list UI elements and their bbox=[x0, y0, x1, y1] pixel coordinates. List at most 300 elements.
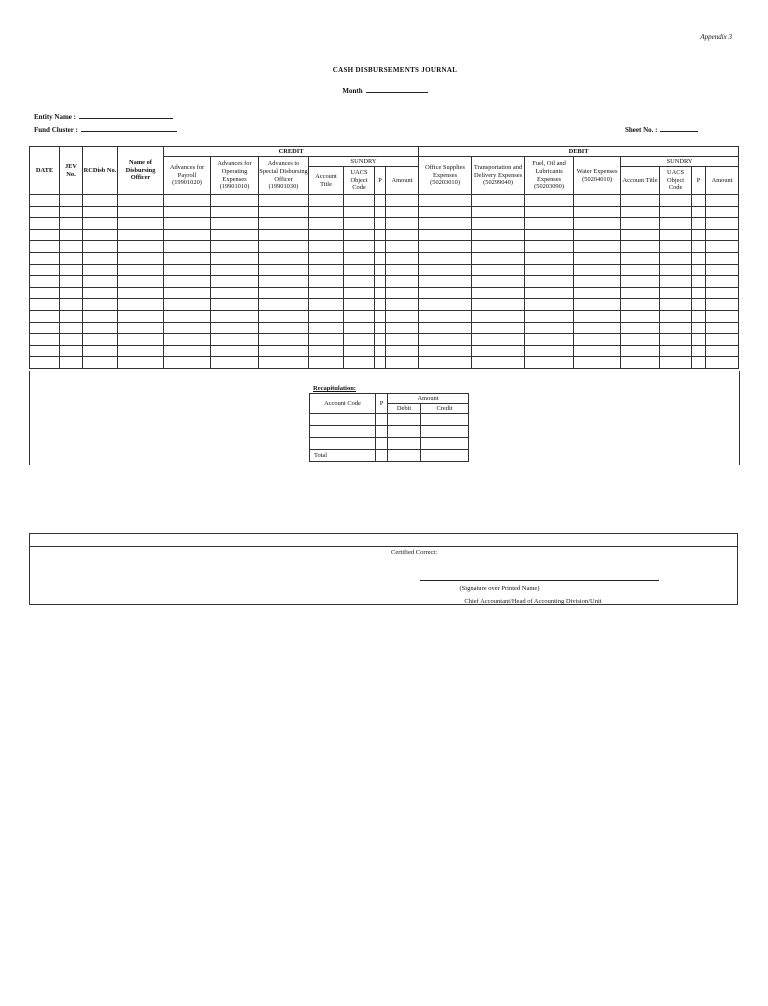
journal-cell[interactable] bbox=[118, 241, 164, 253]
journal-cell[interactable] bbox=[344, 334, 375, 346]
journal-cell[interactable] bbox=[60, 322, 83, 334]
journal-cell[interactable] bbox=[118, 206, 164, 218]
journal-cell[interactable] bbox=[118, 334, 164, 346]
journal-cell[interactable] bbox=[574, 276, 621, 288]
journal-cell[interactable] bbox=[83, 357, 118, 369]
journal-cell[interactable] bbox=[472, 229, 525, 241]
journal-cell[interactable] bbox=[60, 264, 83, 276]
journal-cell[interactable] bbox=[60, 357, 83, 369]
journal-cell[interactable] bbox=[60, 276, 83, 288]
journal-cell[interactable] bbox=[621, 229, 660, 241]
journal-cell[interactable] bbox=[344, 322, 375, 334]
journal-cell[interactable] bbox=[118, 195, 164, 207]
journal-cell[interactable] bbox=[706, 229, 739, 241]
journal-cell[interactable] bbox=[386, 276, 419, 288]
journal-cell[interactable] bbox=[574, 264, 621, 276]
journal-cell[interactable] bbox=[525, 322, 574, 334]
journal-cell[interactable] bbox=[525, 345, 574, 357]
journal-cell[interactable] bbox=[211, 206, 259, 218]
journal-cell[interactable] bbox=[419, 229, 472, 241]
recap-cell[interactable] bbox=[376, 450, 388, 462]
journal-cell[interactable] bbox=[419, 241, 472, 253]
journal-cell[interactable] bbox=[259, 276, 309, 288]
journal-cell[interactable] bbox=[309, 195, 344, 207]
journal-cell[interactable] bbox=[472, 276, 525, 288]
journal-cell[interactable] bbox=[375, 299, 386, 311]
journal-cell[interactable] bbox=[375, 252, 386, 264]
journal-cell[interactable] bbox=[692, 241, 706, 253]
month-input-line[interactable] bbox=[366, 85, 428, 93]
journal-cell[interactable] bbox=[525, 264, 574, 276]
journal-cell[interactable] bbox=[211, 264, 259, 276]
journal-cell[interactable] bbox=[574, 218, 621, 230]
journal-cell[interactable] bbox=[574, 287, 621, 299]
journal-cell[interactable] bbox=[621, 287, 660, 299]
journal-cell[interactable] bbox=[259, 218, 309, 230]
journal-cell[interactable] bbox=[375, 357, 386, 369]
journal-cell[interactable] bbox=[60, 229, 83, 241]
journal-cell[interactable] bbox=[259, 357, 309, 369]
journal-cell[interactable] bbox=[164, 345, 211, 357]
journal-cell[interactable] bbox=[83, 334, 118, 346]
journal-cell[interactable] bbox=[211, 310, 259, 322]
journal-cell[interactable] bbox=[309, 357, 344, 369]
journal-cell[interactable] bbox=[118, 310, 164, 322]
journal-cell[interactable] bbox=[30, 322, 60, 334]
journal-cell[interactable] bbox=[706, 345, 739, 357]
journal-cell[interactable] bbox=[706, 241, 739, 253]
journal-cell[interactable] bbox=[375, 264, 386, 276]
journal-cell[interactable] bbox=[83, 345, 118, 357]
sheet-no-input-line[interactable] bbox=[660, 124, 698, 132]
journal-cell[interactable] bbox=[419, 276, 472, 288]
journal-cell[interactable] bbox=[574, 322, 621, 334]
journal-cell[interactable] bbox=[259, 229, 309, 241]
journal-cell[interactable] bbox=[309, 345, 344, 357]
journal-cell[interactable] bbox=[344, 345, 375, 357]
journal-cell[interactable] bbox=[164, 252, 211, 264]
journal-cell[interactable] bbox=[118, 229, 164, 241]
journal-cell[interactable] bbox=[164, 357, 211, 369]
journal-cell[interactable] bbox=[386, 334, 419, 346]
journal-cell[interactable] bbox=[375, 334, 386, 346]
journal-cell[interactable] bbox=[259, 299, 309, 311]
journal-cell[interactable] bbox=[259, 287, 309, 299]
journal-cell[interactable] bbox=[211, 322, 259, 334]
journal-cell[interactable] bbox=[211, 299, 259, 311]
journal-cell[interactable] bbox=[309, 206, 344, 218]
journal-cell[interactable] bbox=[574, 299, 621, 311]
recap-cell[interactable] bbox=[421, 414, 469, 426]
journal-cell[interactable] bbox=[386, 241, 419, 253]
journal-cell[interactable] bbox=[525, 299, 574, 311]
journal-cell[interactable] bbox=[706, 218, 739, 230]
journal-cell[interactable] bbox=[375, 287, 386, 299]
journal-cell[interactable] bbox=[60, 206, 83, 218]
journal-cell[interactable] bbox=[344, 299, 375, 311]
journal-cell[interactable] bbox=[525, 195, 574, 207]
journal-cell[interactable] bbox=[83, 264, 118, 276]
journal-cell[interactable] bbox=[472, 241, 525, 253]
journal-cell[interactable] bbox=[574, 357, 621, 369]
journal-cell[interactable] bbox=[344, 218, 375, 230]
journal-cell[interactable] bbox=[211, 357, 259, 369]
recap-total-debit[interactable] bbox=[388, 450, 421, 462]
journal-cell[interactable] bbox=[472, 334, 525, 346]
journal-cell[interactable] bbox=[30, 229, 60, 241]
journal-cell[interactable] bbox=[164, 334, 211, 346]
journal-cell[interactable] bbox=[692, 276, 706, 288]
journal-cell[interactable] bbox=[375, 195, 386, 207]
journal-cell[interactable] bbox=[164, 310, 211, 322]
journal-cell[interactable] bbox=[164, 276, 211, 288]
journal-cell[interactable] bbox=[30, 357, 60, 369]
journal-cell[interactable] bbox=[419, 357, 472, 369]
journal-cell[interactable] bbox=[574, 252, 621, 264]
journal-cell[interactable] bbox=[83, 206, 118, 218]
journal-cell[interactable] bbox=[386, 206, 419, 218]
journal-cell[interactable] bbox=[472, 345, 525, 357]
journal-cell[interactable] bbox=[309, 252, 344, 264]
journal-cell[interactable] bbox=[309, 287, 344, 299]
journal-cell[interactable] bbox=[660, 264, 692, 276]
journal-cell[interactable] bbox=[706, 357, 739, 369]
fund-cluster-input-line[interactable] bbox=[81, 124, 177, 132]
journal-cell[interactable] bbox=[344, 252, 375, 264]
journal-cell[interactable] bbox=[83, 229, 118, 241]
journal-cell[interactable] bbox=[60, 345, 83, 357]
journal-cell[interactable] bbox=[525, 287, 574, 299]
journal-cell[interactable] bbox=[259, 241, 309, 253]
journal-cell[interactable] bbox=[60, 334, 83, 346]
journal-cell[interactable] bbox=[164, 218, 211, 230]
journal-cell[interactable] bbox=[660, 276, 692, 288]
journal-cell[interactable] bbox=[60, 218, 83, 230]
journal-cell[interactable] bbox=[472, 287, 525, 299]
journal-cell[interactable] bbox=[375, 345, 386, 357]
journal-cell[interactable] bbox=[692, 229, 706, 241]
journal-cell[interactable] bbox=[386, 229, 419, 241]
journal-cell[interactable] bbox=[419, 206, 472, 218]
journal-cell[interactable] bbox=[344, 195, 375, 207]
journal-cell[interactable] bbox=[706, 252, 739, 264]
journal-cell[interactable] bbox=[525, 229, 574, 241]
journal-cell[interactable] bbox=[660, 195, 692, 207]
journal-cell[interactable] bbox=[706, 334, 739, 346]
journal-cell[interactable] bbox=[692, 357, 706, 369]
recap-cell[interactable] bbox=[388, 438, 421, 450]
journal-cell[interactable] bbox=[30, 345, 60, 357]
recap-total-credit[interactable] bbox=[421, 450, 469, 462]
journal-cell[interactable] bbox=[309, 218, 344, 230]
journal-cell[interactable] bbox=[211, 334, 259, 346]
journal-cell[interactable] bbox=[525, 252, 574, 264]
journal-cell[interactable] bbox=[706, 322, 739, 334]
journal-cell[interactable] bbox=[419, 252, 472, 264]
journal-cell[interactable] bbox=[472, 195, 525, 207]
journal-cell[interactable] bbox=[375, 218, 386, 230]
journal-cell[interactable] bbox=[83, 241, 118, 253]
journal-cell[interactable] bbox=[344, 264, 375, 276]
journal-cell[interactable] bbox=[375, 241, 386, 253]
journal-cell[interactable] bbox=[706, 206, 739, 218]
recap-cell[interactable] bbox=[376, 414, 388, 426]
journal-cell[interactable] bbox=[419, 218, 472, 230]
journal-cell[interactable] bbox=[259, 310, 309, 322]
journal-cell[interactable] bbox=[472, 206, 525, 218]
journal-cell[interactable] bbox=[30, 264, 60, 276]
journal-cell[interactable] bbox=[706, 287, 739, 299]
journal-cell[interactable] bbox=[118, 299, 164, 311]
journal-cell[interactable] bbox=[692, 345, 706, 357]
journal-cell[interactable] bbox=[525, 276, 574, 288]
journal-cell[interactable] bbox=[83, 218, 118, 230]
recap-cell[interactable] bbox=[310, 426, 376, 438]
journal-cell[interactable] bbox=[660, 299, 692, 311]
journal-cell[interactable] bbox=[118, 264, 164, 276]
journal-cell[interactable] bbox=[660, 241, 692, 253]
journal-cell[interactable] bbox=[30, 195, 60, 207]
journal-cell[interactable] bbox=[574, 206, 621, 218]
journal-cell[interactable] bbox=[259, 206, 309, 218]
journal-cell[interactable] bbox=[621, 218, 660, 230]
journal-cell[interactable] bbox=[660, 345, 692, 357]
journal-cell[interactable] bbox=[472, 357, 525, 369]
journal-cell[interactable] bbox=[118, 276, 164, 288]
journal-cell[interactable] bbox=[472, 310, 525, 322]
journal-cell[interactable] bbox=[660, 287, 692, 299]
journal-cell[interactable] bbox=[660, 357, 692, 369]
journal-cell[interactable] bbox=[692, 195, 706, 207]
journal-cell[interactable] bbox=[692, 264, 706, 276]
journal-cell[interactable] bbox=[472, 322, 525, 334]
journal-cell[interactable] bbox=[60, 287, 83, 299]
journal-cell[interactable] bbox=[83, 287, 118, 299]
journal-cell[interactable] bbox=[344, 287, 375, 299]
journal-cell[interactable] bbox=[60, 195, 83, 207]
journal-cell[interactable] bbox=[706, 264, 739, 276]
journal-cell[interactable] bbox=[211, 229, 259, 241]
journal-cell[interactable] bbox=[344, 357, 375, 369]
signature-line[interactable] bbox=[420, 580, 659, 581]
journal-cell[interactable] bbox=[574, 334, 621, 346]
journal-cell[interactable] bbox=[83, 252, 118, 264]
journal-cell[interactable] bbox=[525, 218, 574, 230]
journal-cell[interactable] bbox=[375, 322, 386, 334]
journal-cell[interactable] bbox=[60, 310, 83, 322]
journal-cell[interactable] bbox=[692, 299, 706, 311]
journal-cell[interactable] bbox=[419, 322, 472, 334]
recap-cell[interactable] bbox=[310, 438, 376, 450]
journal-cell[interactable] bbox=[259, 345, 309, 357]
journal-cell[interactable] bbox=[706, 276, 739, 288]
journal-cell[interactable] bbox=[472, 264, 525, 276]
journal-cell[interactable] bbox=[118, 357, 164, 369]
journal-cell[interactable] bbox=[660, 252, 692, 264]
journal-cell[interactable] bbox=[692, 322, 706, 334]
journal-cell[interactable] bbox=[309, 241, 344, 253]
journal-cell[interactable] bbox=[419, 310, 472, 322]
recap-cell[interactable] bbox=[421, 426, 469, 438]
journal-cell[interactable] bbox=[660, 206, 692, 218]
journal-cell[interactable] bbox=[574, 310, 621, 322]
journal-cell[interactable] bbox=[574, 229, 621, 241]
journal-cell[interactable] bbox=[164, 322, 211, 334]
journal-cell[interactable] bbox=[118, 218, 164, 230]
journal-cell[interactable] bbox=[259, 252, 309, 264]
journal-cell[interactable] bbox=[259, 322, 309, 334]
journal-cell[interactable] bbox=[621, 252, 660, 264]
journal-cell[interactable] bbox=[309, 310, 344, 322]
journal-cell[interactable] bbox=[60, 299, 83, 311]
journal-cell[interactable] bbox=[419, 345, 472, 357]
journal-cell[interactable] bbox=[375, 276, 386, 288]
journal-cell[interactable] bbox=[164, 195, 211, 207]
journal-cell[interactable] bbox=[621, 299, 660, 311]
journal-cell[interactable] bbox=[472, 299, 525, 311]
journal-cell[interactable] bbox=[386, 287, 419, 299]
journal-cell[interactable] bbox=[525, 310, 574, 322]
journal-cell[interactable] bbox=[525, 241, 574, 253]
journal-cell[interactable] bbox=[621, 322, 660, 334]
journal-cell[interactable] bbox=[211, 195, 259, 207]
journal-cell[interactable] bbox=[660, 229, 692, 241]
journal-cell[interactable] bbox=[211, 287, 259, 299]
journal-cell[interactable] bbox=[344, 229, 375, 241]
journal-cell[interactable] bbox=[621, 345, 660, 357]
journal-cell[interactable] bbox=[309, 264, 344, 276]
journal-cell[interactable] bbox=[30, 299, 60, 311]
journal-cell[interactable] bbox=[118, 287, 164, 299]
journal-cell[interactable] bbox=[621, 241, 660, 253]
journal-cell[interactable] bbox=[164, 287, 211, 299]
journal-cell[interactable] bbox=[692, 218, 706, 230]
journal-cell[interactable] bbox=[30, 241, 60, 253]
journal-cell[interactable] bbox=[30, 334, 60, 346]
journal-cell[interactable] bbox=[525, 206, 574, 218]
journal-cell[interactable] bbox=[164, 264, 211, 276]
journal-cell[interactable] bbox=[574, 345, 621, 357]
recap-cell[interactable] bbox=[310, 414, 376, 426]
journal-cell[interactable] bbox=[164, 229, 211, 241]
journal-cell[interactable] bbox=[621, 334, 660, 346]
journal-cell[interactable] bbox=[660, 334, 692, 346]
journal-cell[interactable] bbox=[386, 310, 419, 322]
journal-cell[interactable] bbox=[30, 252, 60, 264]
journal-cell[interactable] bbox=[375, 206, 386, 218]
journal-cell[interactable] bbox=[386, 264, 419, 276]
journal-cell[interactable] bbox=[30, 287, 60, 299]
journal-cell[interactable] bbox=[344, 276, 375, 288]
recap-cell[interactable] bbox=[421, 438, 469, 450]
journal-cell[interactable] bbox=[621, 195, 660, 207]
journal-cell[interactable] bbox=[83, 310, 118, 322]
journal-cell[interactable] bbox=[60, 252, 83, 264]
recap-cell[interactable] bbox=[376, 438, 388, 450]
journal-cell[interactable] bbox=[30, 206, 60, 218]
journal-cell[interactable] bbox=[309, 334, 344, 346]
journal-cell[interactable] bbox=[574, 241, 621, 253]
journal-cell[interactable] bbox=[164, 299, 211, 311]
journal-cell[interactable] bbox=[211, 241, 259, 253]
journal-cell[interactable] bbox=[83, 276, 118, 288]
journal-cell[interactable] bbox=[472, 218, 525, 230]
journal-cell[interactable] bbox=[660, 218, 692, 230]
journal-cell[interactable] bbox=[692, 252, 706, 264]
journal-cell[interactable] bbox=[375, 310, 386, 322]
journal-cell[interactable] bbox=[419, 287, 472, 299]
journal-cell[interactable] bbox=[164, 241, 211, 253]
journal-cell[interactable] bbox=[621, 357, 660, 369]
journal-cell[interactable] bbox=[118, 345, 164, 357]
journal-cell[interactable] bbox=[375, 229, 386, 241]
journal-cell[interactable] bbox=[344, 241, 375, 253]
journal-cell[interactable] bbox=[309, 229, 344, 241]
journal-cell[interactable] bbox=[118, 252, 164, 264]
journal-cell[interactable] bbox=[419, 299, 472, 311]
journal-cell[interactable] bbox=[344, 206, 375, 218]
journal-cell[interactable] bbox=[309, 276, 344, 288]
journal-cell[interactable] bbox=[309, 322, 344, 334]
journal-cell[interactable] bbox=[386, 357, 419, 369]
recap-cell[interactable] bbox=[388, 426, 421, 438]
journal-cell[interactable] bbox=[386, 218, 419, 230]
journal-cell[interactable] bbox=[525, 334, 574, 346]
journal-cell[interactable] bbox=[706, 299, 739, 311]
journal-cell[interactable] bbox=[621, 310, 660, 322]
journal-cell[interactable] bbox=[309, 299, 344, 311]
journal-cell[interactable] bbox=[621, 264, 660, 276]
journal-cell[interactable] bbox=[692, 206, 706, 218]
recap-cell[interactable] bbox=[388, 414, 421, 426]
entity-name-input-line[interactable] bbox=[79, 111, 173, 119]
journal-cell[interactable] bbox=[525, 357, 574, 369]
recap-cell[interactable] bbox=[376, 426, 388, 438]
journal-cell[interactable] bbox=[386, 195, 419, 207]
journal-cell[interactable] bbox=[83, 195, 118, 207]
journal-cell[interactable] bbox=[472, 252, 525, 264]
journal-cell[interactable] bbox=[386, 252, 419, 264]
journal-cell[interactable] bbox=[30, 310, 60, 322]
journal-cell[interactable] bbox=[621, 276, 660, 288]
journal-cell[interactable] bbox=[574, 195, 621, 207]
journal-cell[interactable] bbox=[386, 299, 419, 311]
journal-cell[interactable] bbox=[118, 322, 164, 334]
journal-cell[interactable] bbox=[621, 206, 660, 218]
journal-cell[interactable] bbox=[660, 310, 692, 322]
journal-cell[interactable] bbox=[692, 287, 706, 299]
journal-cell[interactable] bbox=[692, 334, 706, 346]
journal-cell[interactable] bbox=[386, 345, 419, 357]
journal-cell[interactable] bbox=[660, 322, 692, 334]
journal-cell[interactable] bbox=[419, 264, 472, 276]
journal-cell[interactable] bbox=[60, 241, 83, 253]
journal-cell[interactable] bbox=[706, 310, 739, 322]
journal-cell[interactable] bbox=[344, 310, 375, 322]
journal-cell[interactable] bbox=[83, 322, 118, 334]
journal-cell[interactable] bbox=[419, 334, 472, 346]
journal-cell[interactable] bbox=[386, 322, 419, 334]
journal-cell[interactable] bbox=[211, 345, 259, 357]
journal-cell[interactable] bbox=[692, 310, 706, 322]
journal-cell[interactable] bbox=[83, 299, 118, 311]
journal-cell[interactable] bbox=[259, 195, 309, 207]
journal-cell[interactable] bbox=[30, 276, 60, 288]
journal-cell[interactable] bbox=[259, 334, 309, 346]
journal-cell[interactable] bbox=[211, 218, 259, 230]
journal-cell[interactable] bbox=[211, 276, 259, 288]
journal-cell[interactable] bbox=[164, 206, 211, 218]
